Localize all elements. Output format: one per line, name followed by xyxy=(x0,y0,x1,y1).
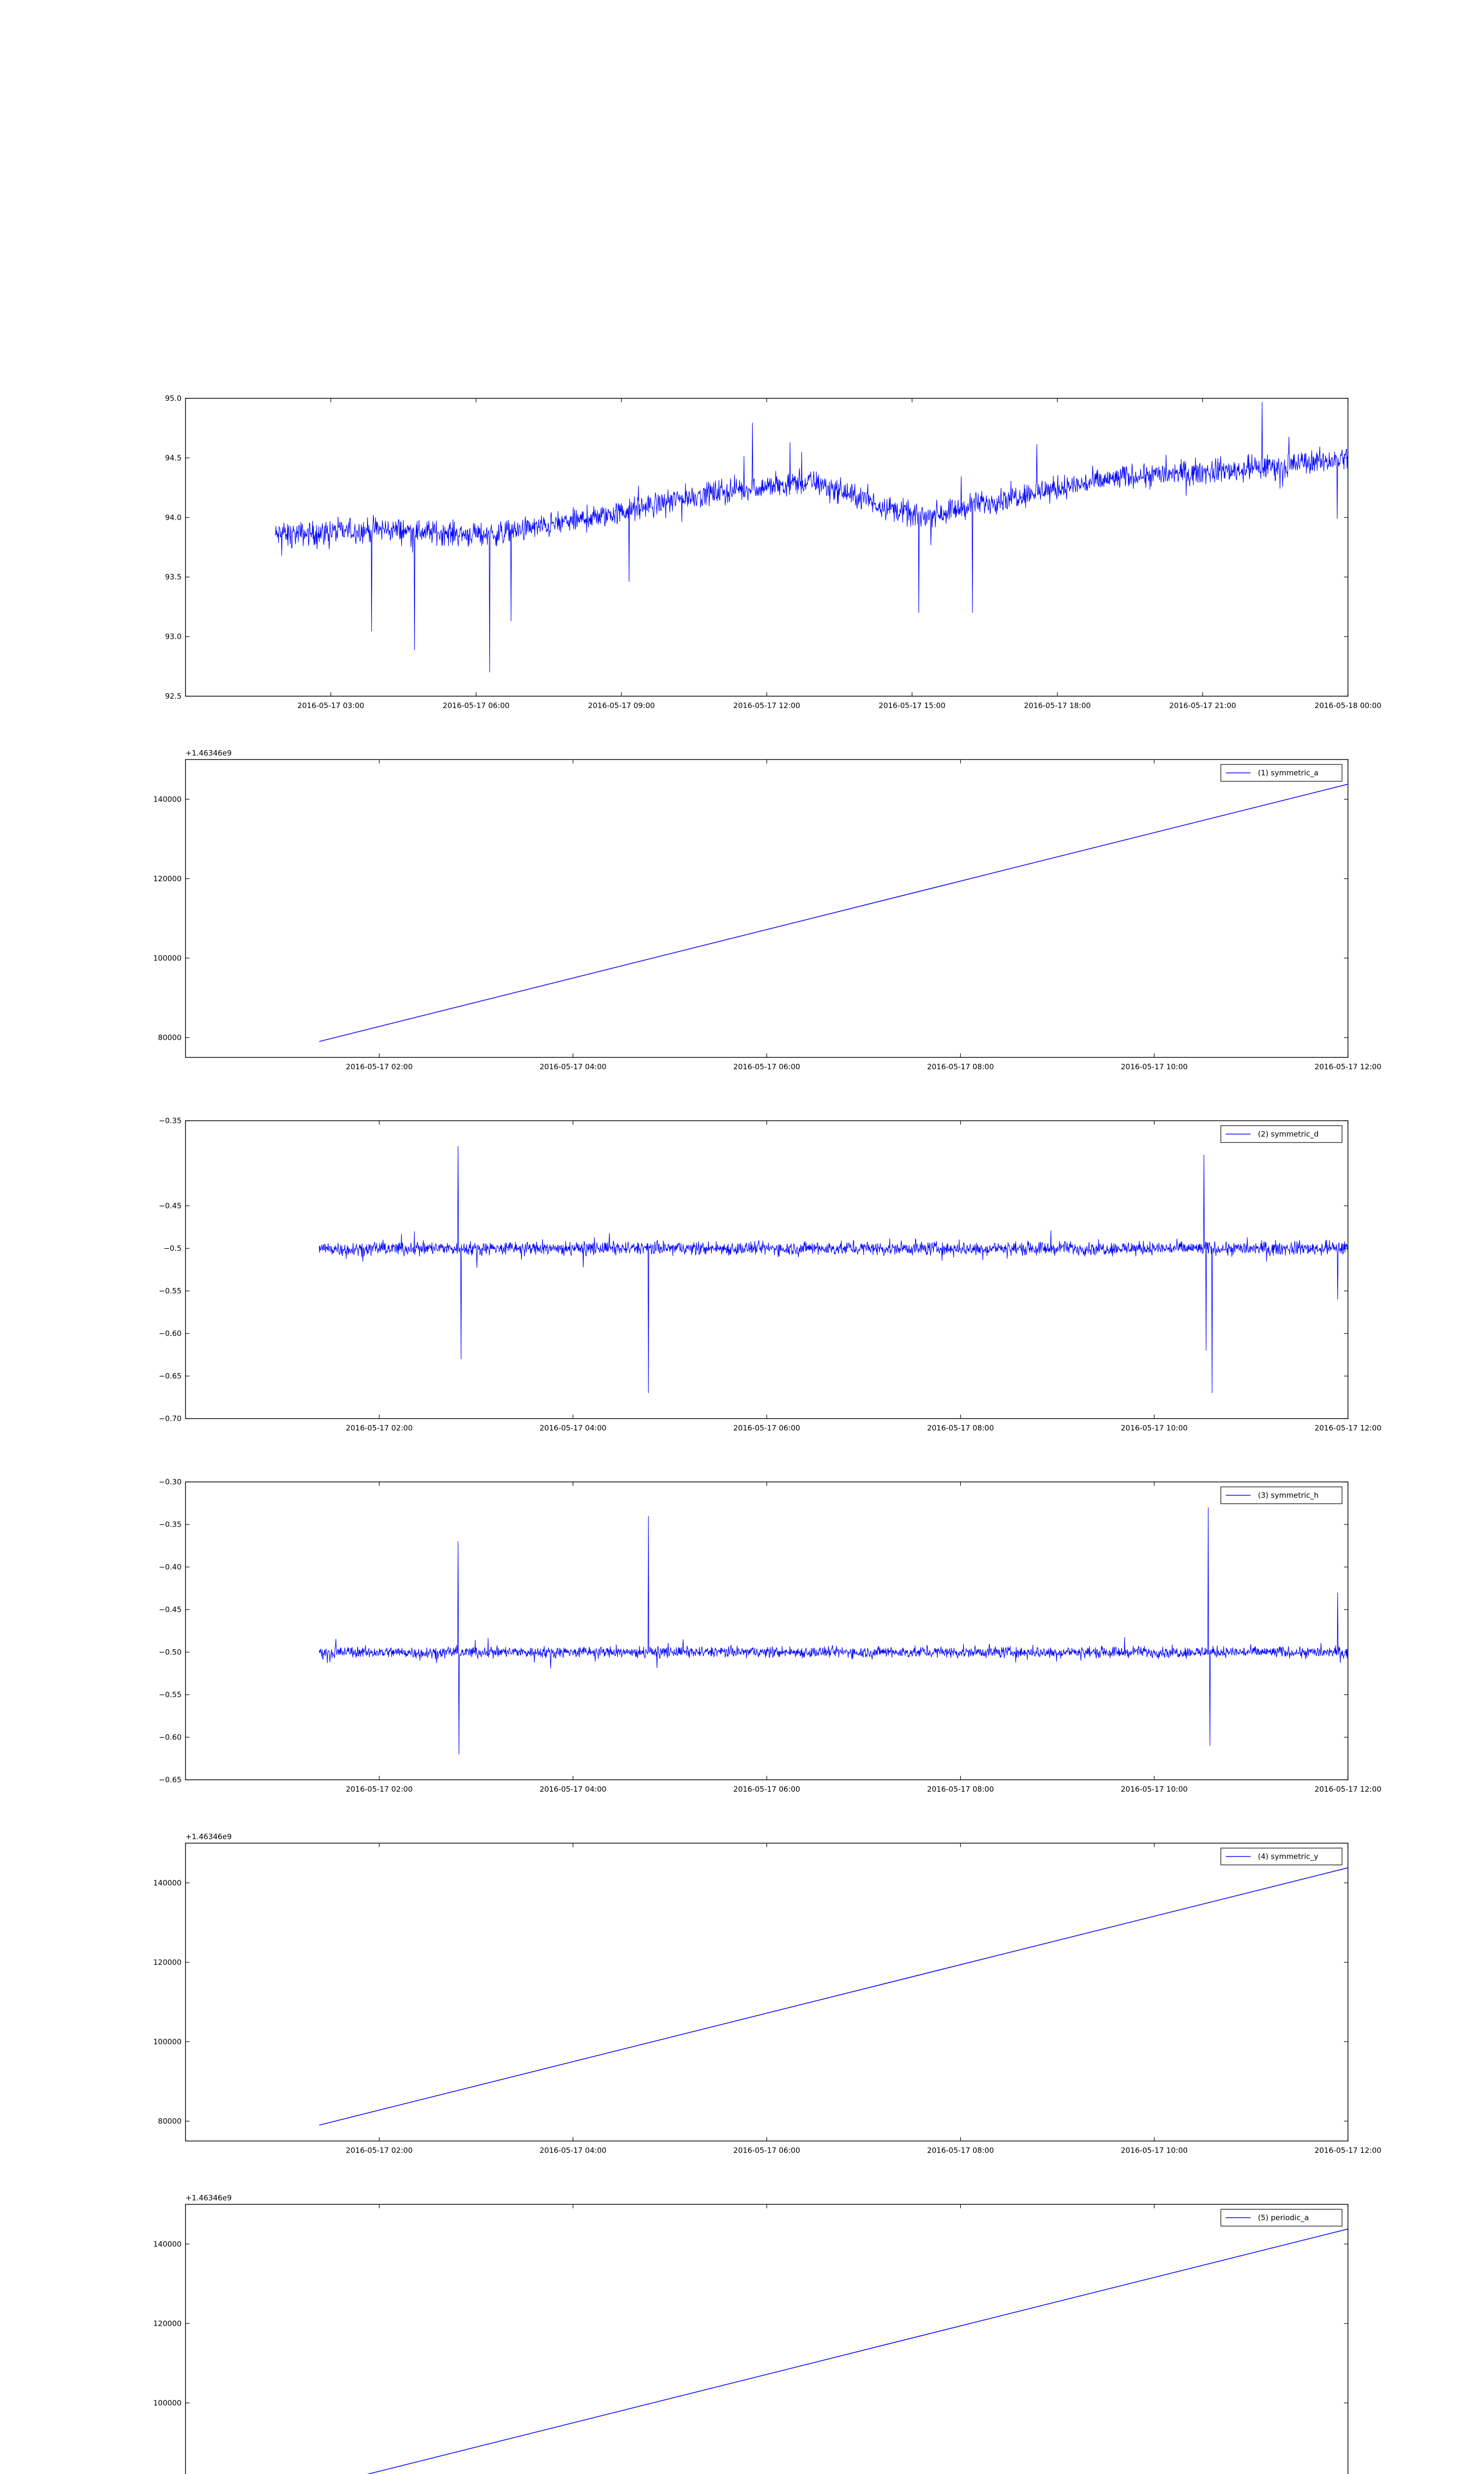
y-tick-label: −0.40 xyxy=(159,1563,182,1571)
x-tick-label: 2016-05-17 12:00 xyxy=(1314,1062,1382,1071)
y-tick-label: 120000 xyxy=(153,2319,182,2328)
x-tick-label: 2016-05-17 02:00 xyxy=(346,1062,413,1071)
x-tick-label: 2016-05-17 08:00 xyxy=(927,1785,994,1794)
chart-panel-6 xyxy=(153,2193,1382,2474)
x-tick-label: 2016-05-17 04:00 xyxy=(539,1785,606,1794)
axes-frame xyxy=(186,2204,1348,2474)
y-tick-label: 100000 xyxy=(153,2398,182,2408)
legend-label: (3) symmetric_h xyxy=(1258,1491,1319,1500)
legend-label: (1) symmetric_a xyxy=(1258,768,1319,777)
axes-frame xyxy=(186,1843,1348,2141)
y-tick-label: −0.55 xyxy=(159,1286,182,1295)
legend-label: (4) symmetric_y xyxy=(1258,1852,1318,1861)
y-tick-label: 140000 xyxy=(153,795,182,804)
series-line xyxy=(319,1868,1348,2125)
y-tick-label: 100000 xyxy=(153,2037,182,2046)
legend xyxy=(1221,764,1342,781)
x-tick-label: 2016-05-17 09:00 xyxy=(588,701,655,710)
x-tick-label: 2016-05-17 18:00 xyxy=(1023,701,1091,710)
series-line xyxy=(319,784,1348,1042)
y-tick-label: 95.0 xyxy=(165,394,182,403)
x-tick-label: 2016-05-17 06:00 xyxy=(733,1424,800,1432)
axes-frame xyxy=(186,760,1348,1057)
legend xyxy=(1221,2209,1342,2226)
chart-panel-4 xyxy=(159,1477,1382,1794)
y-tick-label: −0.55 xyxy=(159,1690,182,1699)
series-line xyxy=(319,2229,1348,2474)
y-tick-label: −0.65 xyxy=(159,1372,182,1380)
y-offset-label: +1.46346e9 xyxy=(186,1832,232,1841)
x-tick-label: 2016-05-17 12:00 xyxy=(1314,2146,1382,2155)
y-tick-label: −0.65 xyxy=(159,1775,182,1784)
x-tick-label: 2016-05-17 12:00 xyxy=(733,701,800,710)
chart-panel-2 xyxy=(153,749,1382,1071)
y-tick-label: 92.5 xyxy=(165,692,182,701)
chart-panel-5 xyxy=(153,1832,1382,2155)
legend xyxy=(1221,1487,1342,1504)
x-tick-label: 2016-05-17 12:00 xyxy=(1314,1424,1382,1432)
y-tick-label: −0.45 xyxy=(159,1605,182,1614)
x-tick-label: 2016-05-17 04:00 xyxy=(539,1062,606,1071)
y-tick-label: −0.45 xyxy=(159,1201,182,1210)
x-tick-label: 2016-05-17 03:00 xyxy=(297,701,365,710)
x-tick-label: 2016-05-18 00:00 xyxy=(1314,701,1382,710)
y-tick-label: −0.35 xyxy=(159,1520,182,1529)
series-line xyxy=(275,402,1348,672)
y-tick-label: 140000 xyxy=(153,2239,182,2249)
x-tick-label: 2016-05-17 04:00 xyxy=(539,1424,606,1432)
x-tick-label: 2016-05-17 10:00 xyxy=(1120,1062,1188,1071)
y-tick-label: −0.35 xyxy=(159,1116,182,1125)
y-offset-label: +1.46346e9 xyxy=(186,2193,232,2202)
x-tick-label: 2016-05-17 04:00 xyxy=(539,2146,606,2155)
x-tick-label: 2016-05-17 02:00 xyxy=(346,2146,413,2155)
x-tick-label: 2016-05-17 06:00 xyxy=(733,2146,800,2155)
y-tick-label: −0.50 xyxy=(159,1648,182,1657)
y-tick-label: −0.5 xyxy=(163,1244,182,1253)
x-tick-label: 2016-05-17 02:00 xyxy=(346,1424,413,1432)
y-tick-label: 140000 xyxy=(153,1878,182,1888)
y-tick-label: 120000 xyxy=(153,874,182,883)
y-tick-label: 94.5 xyxy=(165,453,182,463)
x-tick-label: 2016-05-17 21:00 xyxy=(1169,701,1236,710)
y-tick-label: 93.5 xyxy=(165,572,182,582)
y-tick-label: 93.0 xyxy=(165,632,182,641)
chart-panel-3 xyxy=(159,1116,1382,1432)
y-tick-label: −0.30 xyxy=(159,1477,182,1486)
legend-label: (2) symmetric_d xyxy=(1258,1130,1319,1139)
y-tick-label: 94.0 xyxy=(165,513,182,522)
x-tick-label: 2016-05-17 02:00 xyxy=(346,1785,413,1794)
y-tick-label: 80000 xyxy=(158,1033,182,1042)
x-tick-label: 2016-05-17 06:00 xyxy=(733,1785,800,1794)
x-tick-label: 2016-05-17 15:00 xyxy=(879,701,946,710)
axes-frame xyxy=(186,1482,1348,1780)
legend-label: (5) periodic_a xyxy=(1258,2213,1309,2222)
x-tick-label: 2016-05-17 10:00 xyxy=(1120,1424,1188,1432)
y-tick-label: −0.60 xyxy=(159,1329,182,1338)
series-line xyxy=(319,1508,1348,1755)
legend xyxy=(1221,1848,1342,1865)
x-tick-label: 2016-05-17 08:00 xyxy=(927,2146,994,2155)
axes-frame xyxy=(186,1121,1348,1419)
x-tick-label: 2016-05-17 12:00 xyxy=(1314,1785,1382,1794)
x-tick-label: 2016-05-17 10:00 xyxy=(1120,2146,1188,2155)
legend xyxy=(1221,1126,1342,1142)
y-tick-label: 80000 xyxy=(158,2116,182,2126)
y-tick-label: 100000 xyxy=(153,953,182,963)
y-offset-label: +1.46346e9 xyxy=(186,749,232,758)
x-tick-label: 2016-05-17 06:00 xyxy=(442,701,510,710)
axes-frame xyxy=(186,398,1348,696)
y-tick-label: −0.70 xyxy=(159,1414,182,1423)
chart-panel-1 xyxy=(165,394,1382,710)
x-tick-label: 2016-05-17 08:00 xyxy=(927,1062,994,1071)
x-tick-label: 2016-05-17 10:00 xyxy=(1120,1785,1188,1794)
y-tick-label: −0.60 xyxy=(159,1733,182,1742)
x-tick-label: 2016-05-17 06:00 xyxy=(733,1062,800,1071)
x-tick-label: 2016-05-17 08:00 xyxy=(927,1424,994,1432)
series-line xyxy=(319,1146,1348,1393)
y-tick-label: 120000 xyxy=(153,1957,182,1967)
